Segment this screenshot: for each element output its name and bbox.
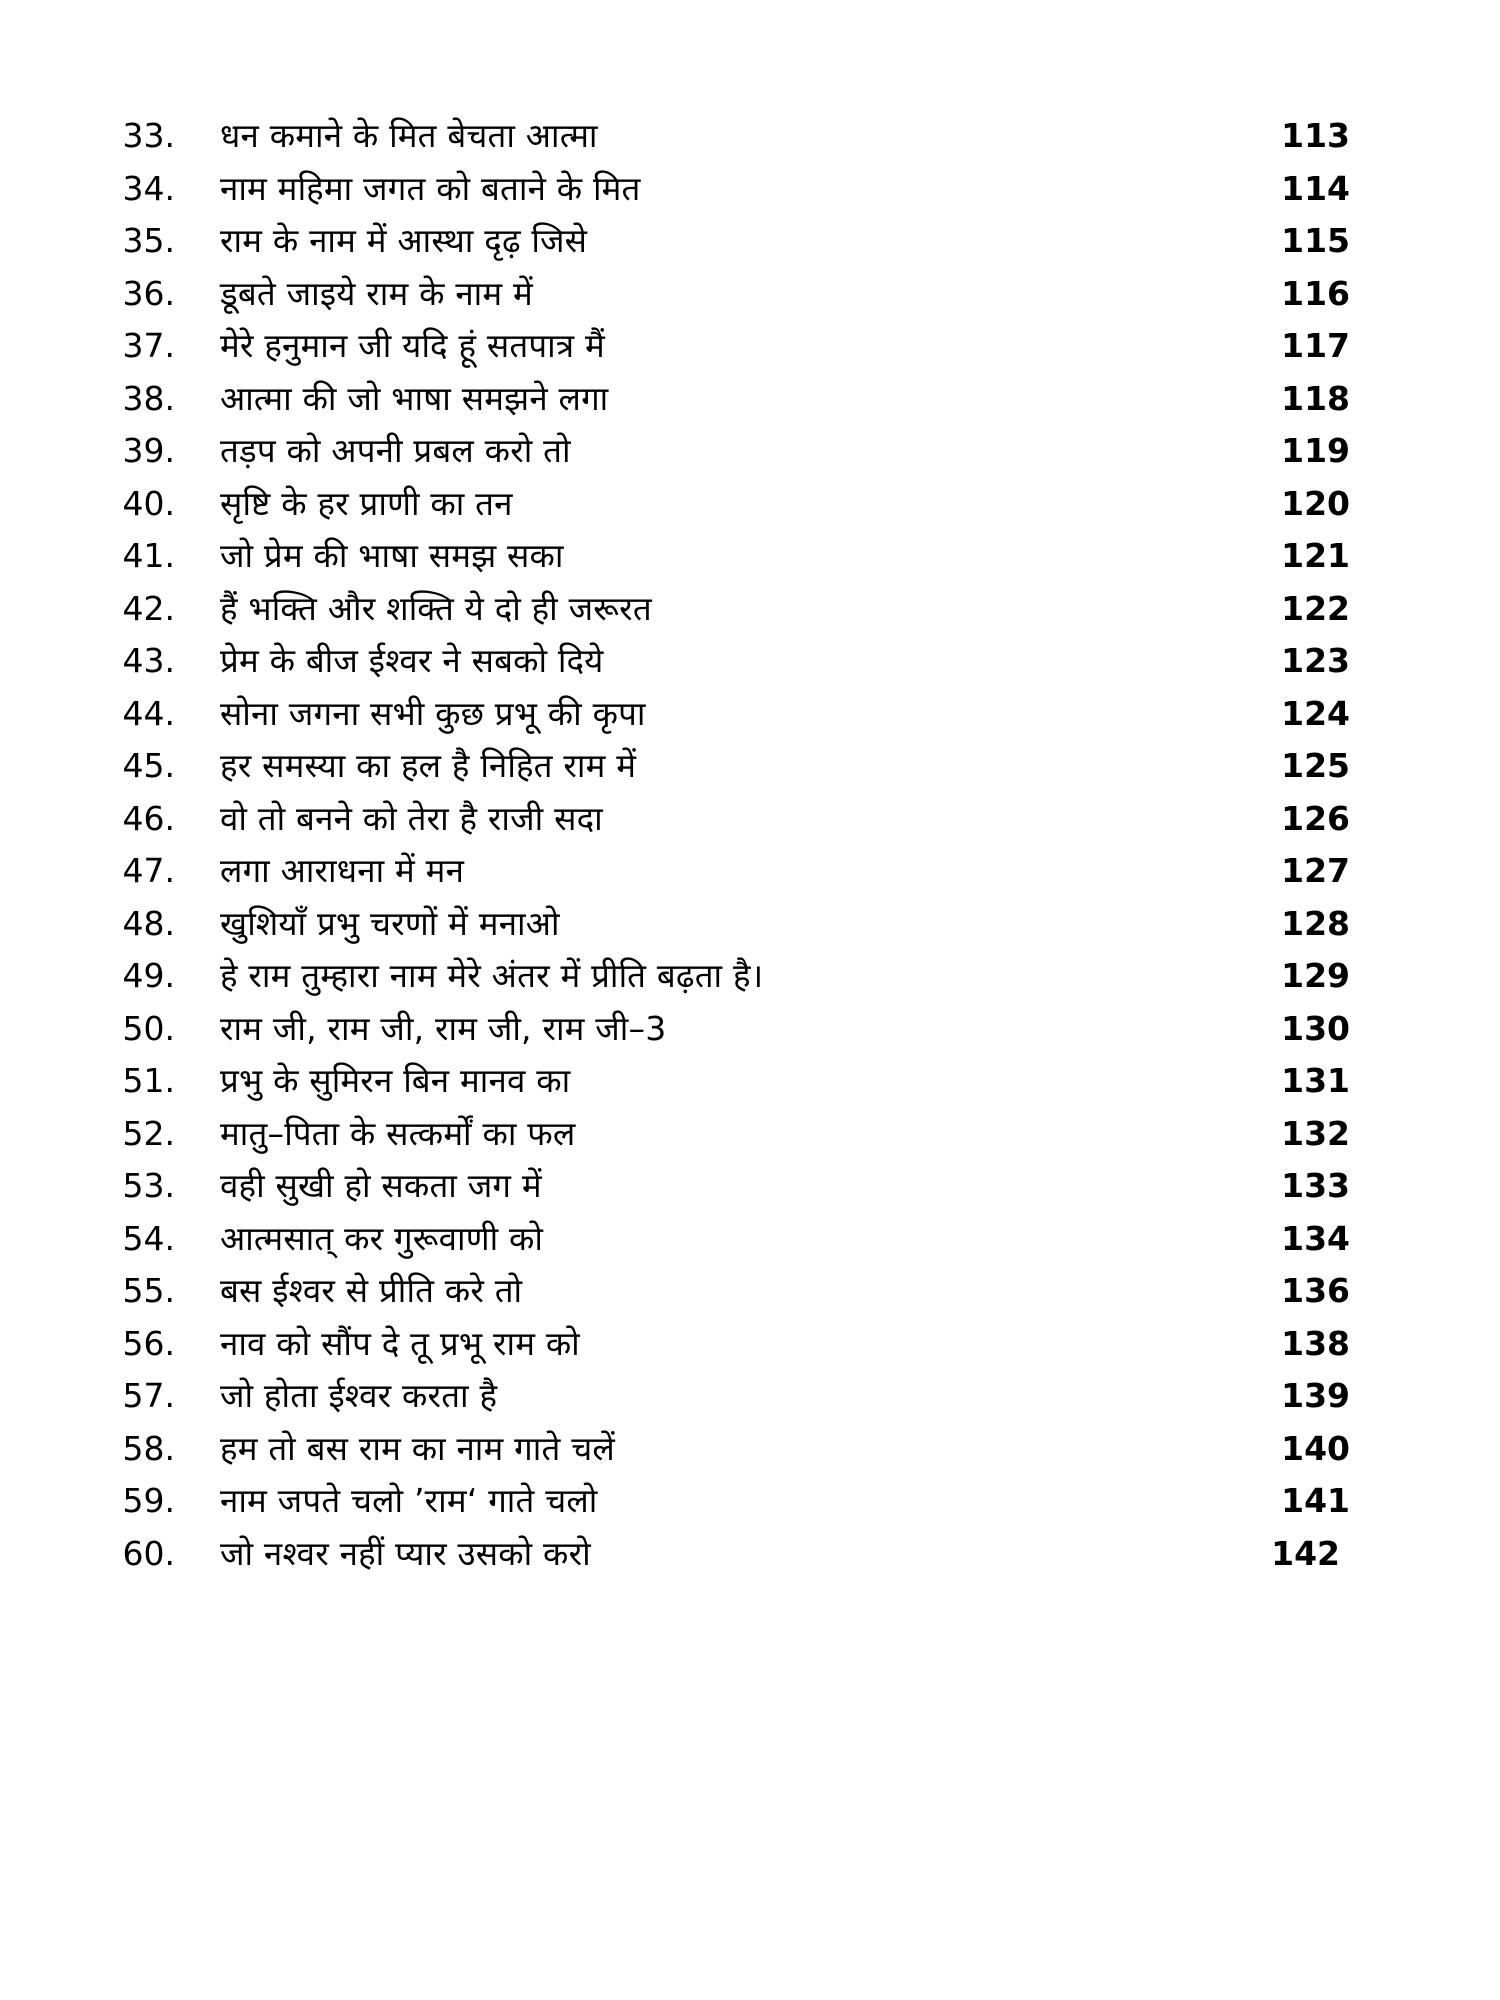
toc-entry-page: 136 [1281, 1271, 1350, 1310]
toc-entry-number: 41. [122, 536, 175, 575]
toc-entry-page: 121 [1281, 536, 1350, 575]
toc-entry-number: 60. [122, 1533, 175, 1573]
toc-entry-title: प्रभु के सुमिरन बिन मानव का [220, 1061, 571, 1100]
toc-entry [80, 1475, 1350, 1528]
toc-entry-number: 36. [122, 273, 175, 313]
toc-entry-number: 50. [122, 1008, 175, 1048]
toc-entry-page: 132 [1281, 1113, 1350, 1153]
toc-entry [80, 1528, 1350, 1581]
toc-entry [80, 1213, 1350, 1266]
toc-entry [80, 635, 1350, 688]
toc-entry-title: आत्मा की जो भाषा समझने लगा [220, 378, 609, 418]
toc-entry [80, 1370, 1350, 1423]
toc-entry-number: 53. [122, 1166, 175, 1205]
toc-entry-title: वही सुखी हो सकता जग में [220, 1166, 542, 1205]
toc-entry [80, 268, 1350, 321]
toc-entry-title: मेरे हनुमान जी यदि हूं सतपात्र मैं [220, 326, 605, 365]
toc-entry-number: 54. [122, 1218, 175, 1258]
toc-entry-page: 138 [1281, 1323, 1350, 1363]
toc-entry-title: जो नश्वर नहीं प्यार उसको करो [220, 1533, 591, 1573]
toc-entry-title: डूबते जाइये राम के नाम में [220, 273, 533, 313]
toc-entry-title: खुशियाँ प्रभु चरणों में मनाओ [220, 903, 560, 943]
toc-entry-title: हे राम तुम्हारा नाम मेरे अंतर में प्रीति बढ़ता है। [220, 956, 764, 995]
toc-entry-number: 43. [122, 641, 175, 680]
toc-entry-title: तड़प को अपनी प्रबल करो तो [220, 431, 571, 470]
toc-entry [80, 1055, 1350, 1108]
toc-entry [80, 1160, 1350, 1213]
toc-entry-title: जो प्रेम की भाषा समझ सका [220, 536, 564, 575]
toc-entry-page: 139 [1281, 1376, 1350, 1415]
toc-entry-number: 47. [122, 851, 175, 890]
toc-entry-number: 55. [122, 1271, 175, 1310]
toc-entry [80, 478, 1350, 531]
toc-entry-title: नाम जपते चलो ’राम‘ गाते चलो [220, 1481, 598, 1520]
toc-entry-page: 127 [1281, 851, 1350, 890]
toc-entry-title: लगा आराधना में मन [220, 851, 465, 890]
toc-entry-page: 115 [1281, 221, 1350, 260]
toc-entry-page: 134 [1281, 1218, 1350, 1258]
toc-entry [80, 950, 1350, 1003]
toc-entry-title: हर समस्या का हल है निहित राम में [220, 746, 637, 785]
toc-entry-number: 56. [122, 1323, 175, 1363]
toc-entry-title: हैं भक्ति और शक्ति ये दो ही जरूरत [220, 588, 652, 628]
toc-entry-number: 46. [122, 798, 175, 838]
toc-entry [80, 215, 1350, 268]
toc-entry-title: बस ईश्वर से प्रीति करे तो [220, 1271, 523, 1310]
toc-entry [80, 1108, 1350, 1161]
toc-entry [80, 845, 1350, 898]
toc-entry [80, 320, 1350, 373]
toc-entry-page: 126 [1281, 798, 1350, 838]
toc-entry-title: जो होता ईश्वर करता है [220, 1376, 498, 1415]
toc-entry-page: 133 [1281, 1166, 1350, 1205]
toc-entry [80, 163, 1350, 216]
toc-entry-page: 116 [1281, 273, 1350, 313]
toc-entry-title: सोना जगना सभी कुछ प्रभू की कृपा [220, 693, 646, 733]
toc-entry-page: 117 [1281, 326, 1350, 365]
toc-entry [80, 373, 1350, 426]
toc-entry-page: 141 [1281, 1481, 1350, 1520]
toc-entry-number: 39. [122, 431, 175, 470]
toc-entry-page: 119 [1281, 431, 1350, 470]
toc-entry-number: 51. [122, 1061, 175, 1100]
toc-entry-title: मातु–पिता के सत्कर्मों का फल [220, 1113, 576, 1153]
toc-entry [80, 1003, 1350, 1056]
toc-entry-page: 140 [1281, 1428, 1350, 1468]
toc-entry [80, 740, 1350, 793]
toc-entry-number: 42. [122, 588, 175, 628]
toc-entry [80, 110, 1350, 163]
toc-entry-page: 128 [1281, 903, 1350, 943]
toc-entry-title: वो तो बनने को तेरा है राजी सदा [220, 798, 603, 838]
toc-entry-page: 130 [1281, 1008, 1350, 1048]
toc-entry-number: 57. [122, 1376, 175, 1415]
toc-entry [80, 688, 1350, 741]
toc-entry-page: 113 [1281, 116, 1350, 155]
toc-entry-page: 131 [1281, 1061, 1350, 1100]
table-of-contents [80, 110, 1350, 1580]
toc-entry-page: 129 [1281, 956, 1350, 995]
toc-entry-page: 142 [1271, 1533, 1340, 1573]
toc-entry-page: 122 [1281, 588, 1350, 628]
toc-entry-title: राम जी, राम जी, राम जी, राम जी–3 [220, 1008, 667, 1048]
toc-entry-number: 48. [122, 903, 175, 943]
toc-entry-title: नाम महिमा जगत को बताने के मित [220, 168, 641, 208]
toc-entry-number: 38. [122, 378, 175, 418]
toc-entry [80, 425, 1350, 478]
toc-entry [80, 793, 1350, 846]
toc-entry-number: 40. [122, 483, 175, 523]
toc-entry-number: 37. [122, 326, 175, 365]
toc-entry-page: 125 [1281, 746, 1350, 785]
toc-entry [80, 1318, 1350, 1371]
toc-entry-page: 123 [1281, 641, 1350, 680]
toc-entry-number: 44. [122, 693, 175, 733]
toc-entry [80, 1265, 1350, 1318]
toc-entry-title: आत्मसात् कर गुरूवाणी को [220, 1218, 544, 1258]
toc-entry-title: नाव को सौंप दे तू प्रभू राम को [220, 1323, 580, 1363]
toc-entry-page: 114 [1281, 168, 1350, 208]
toc-entry-title: राम के नाम में आस्था दृढ़ जिसे [220, 221, 588, 260]
toc-entry-number: 34. [122, 168, 175, 208]
toc-entry-number: 35. [122, 221, 175, 260]
toc-entry-page: 124 [1281, 693, 1350, 733]
toc-entry-title: प्रेम के बीज ईश्वर ने सबको दिये [220, 641, 604, 680]
toc-entry [80, 898, 1350, 951]
toc-entry-number: 52. [122, 1113, 175, 1153]
toc-entry-number: 58. [122, 1428, 175, 1468]
toc-entry-title: धन कमाने के मित बेचता आत्मा [220, 116, 598, 155]
toc-entry-title: सृष्टि के हर प्राणी का तन [220, 483, 513, 523]
toc-entry [80, 530, 1350, 583]
toc-entry-number: 59. [122, 1481, 175, 1520]
toc-entry-number: 49. [122, 956, 175, 995]
toc-entry-page: 120 [1281, 483, 1350, 523]
toc-entry-title: हम तो बस राम का नाम गाते चलें [220, 1428, 615, 1468]
toc-entry [80, 583, 1350, 636]
toc-entry-number: 45. [122, 746, 175, 785]
toc-entry [80, 1423, 1350, 1476]
toc-entry-page: 118 [1281, 378, 1350, 418]
toc-entry-number: 33. [122, 116, 175, 155]
